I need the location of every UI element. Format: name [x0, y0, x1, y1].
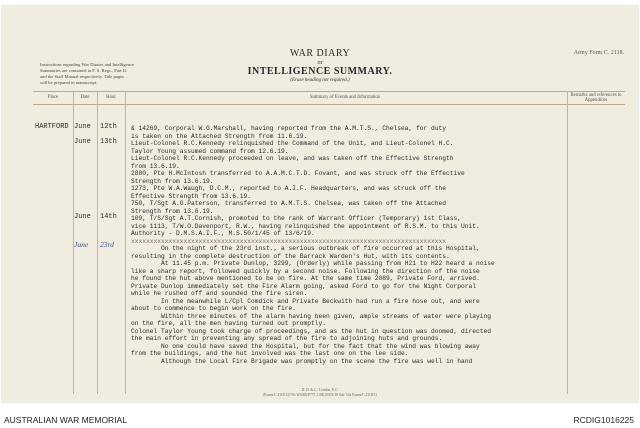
entry-line: while he rushed off and sounded the fire siren. — [131, 290, 308, 297]
entry-hour: 12th — [100, 123, 117, 131]
entry-line: On the night of the 23rd inst., a serious outbreak of fire occurred at this Hospital, — [131, 245, 480, 252]
archive-reference: RCDIG1016225 — [573, 415, 634, 425]
printer-imprint — [0, 388, 640, 397]
column-rule — [125, 91, 126, 394]
entry-line: resulting in the complete destruction of the Barrack Warden's Hut, with its contents. — [131, 252, 450, 260]
entry-line: 109, T/S/Sgt A.T.Cornish, promoted to the rank of Warrant Officer (Temporary) 1st Class, — [131, 215, 462, 222]
entry-line: Lieut-Colonel R.C.Kennedy relinquished the Command of the Unit, and Lieut-Colonel H.C. — [131, 140, 454, 147]
entry-line: Private Dunlop immediately set the Fire Alarm going, asked Ford to go for the Night Corporal — [131, 282, 477, 290]
entry-line: Strength from 13.6.19. — [131, 207, 214, 215]
diary-title: WAR DIARY — [289, 48, 351, 59]
instruction-line: Summaries are contained in F. S. Regs., Part II. — [40, 68, 128, 73]
entry-date: June — [74, 123, 91, 131]
col-remarks: Remarks and references to Appendices — [570, 93, 622, 103]
archive-footer — [0, 410, 640, 428]
entry-line: In the meanwhile L/Cpl Comdick and Private Beckwith had run a fire hose out, and were — [131, 297, 480, 305]
place-value: HARTFORD — [35, 123, 69, 131]
entry-line: 1273, Pte W.A.Waugh, D.C.M., reported to A.I.F. Headquarters, and was struck off the — [131, 185, 447, 192]
entry-line: Effective Strength from 13.6.19. — [131, 192, 252, 200]
entry-date: June — [74, 138, 91, 146]
column-rule — [97, 91, 98, 394]
struck-out-line: xxxxxxxxxxxxxxxxxxxxxxxxxxxxxxxxxxxxxxxxxxxxxxxxxxxxxxxxxxxxxxxxxxxxxxxxxxxxxxxxxxxx — [131, 237, 447, 245]
title-or: or — [317, 60, 323, 66]
entry-hour-handwritten: 23rd — [100, 240, 114, 249]
entry-line: Taylor Young assumed command from 12.6.19. — [131, 147, 289, 155]
entry-line: Within three minutes of the alarm having been given, ample streams of water were playing — [131, 312, 492, 320]
column-header-row — [33, 91, 625, 105]
entry-line: At 11.45 p.m. Private Dunlop, 3299, (Orderly) while passing from H21 to H22 heard a noise — [131, 260, 495, 267]
army-form-code: Army Form C. 2118. — [573, 50, 624, 56]
printer-line: D. D. & L., London, E.C. — [301, 388, 339, 392]
entry-line: like a sharp report, followed quickly by a second noise. Following the direction of the noise — [131, 267, 480, 275]
entry-hour: 13th — [100, 138, 117, 146]
entry-line: on the fire, all the men having turned out promptly. — [131, 320, 327, 327]
erase-note: (Erase heading not required.) — [290, 78, 350, 83]
entry-line: & 14269, Corporal W.G.Marshall, having reported from the A.M.T.S., Chelsea, for duty — [131, 125, 447, 132]
col-summary: Summary of Events and Information — [309, 95, 381, 100]
entry-line: from 13.6.19. — [131, 162, 180, 170]
instruction-line: will be prepared in manuscript. — [40, 80, 98, 85]
col-date: Date — [80, 95, 90, 100]
entry-line: Although the Local Fire Brigade was promptly on the scene the fire was well in hand — [131, 357, 473, 365]
instruction-line: and the Staff Manual respectively. Title pages — [40, 74, 124, 79]
instruction-line: Instructions regarding War Diaries and Intelligence — [40, 62, 135, 67]
entry-line: Colonel Taylor Young took charge of proceedings, and as the hut in question was doomed, directed — [131, 327, 492, 335]
entry-line: from the buildings, and the hut involved was the last one on the lee side. — [131, 350, 409, 357]
entry-line: he found the hut above mentioned to be on fire. At the same time 2089, Private Ford, arrived. — [131, 275, 480, 282]
entry-date: June — [74, 213, 91, 221]
diary-subtitle: INTELLIGENCE SUMMARY. — [247, 66, 393, 77]
entry-line: the main effort in preventing any spread of the fire to adjoining huts and grounds. — [131, 335, 443, 342]
entry-line: 2880, Pte H.McIntosh transferred to A.A.M.C.T.D. Fovant, and was struck off the Effective — [131, 170, 465, 177]
entry-line: Strength from 13.6.19. — [131, 177, 214, 185]
entry-line: No one could have saved the Hospital, but for the fact that the wind was blowing away — [131, 342, 480, 350]
entry-line: about to commence to begin work on the fire. — [131, 305, 297, 312]
printer-line: (Forms/C.2118/12) Wt.W6306/P775 1,000,000 8/18 Sch. 52a Forms/C.2118/12 — [262, 392, 378, 397]
entry-line: Lieut-Colonel R.C.Kennedy proceeded on leave, and was taken off the Effective Strength — [131, 155, 454, 162]
instructions-block — [40, 62, 220, 86]
col-hour: Hour — [106, 95, 116, 100]
col-place: Place — [47, 95, 59, 100]
entry-line: is taken on the Attached Strength from 11.6.19. — [131, 132, 308, 140]
entry-hour: 14th — [100, 213, 117, 221]
entry-line: vice 1113, T/W.O.Davenport, R.W., having relinquished the appointment of R.S.M. to this Unit. — [131, 222, 480, 230]
summary-entries — [131, 125, 571, 365]
archive-name: AUSTRALIAN WAR MEMORIAL — [4, 415, 127, 425]
entry-line: 750, T/Sgt A.G.Paterson, transferred to A.M.T.S. Chelsea, was taken off the Attached — [131, 200, 447, 207]
entry-line: Authority - D.M.S.A.I.F., M.S.50/1/45 of 13/6/19. — [131, 230, 315, 237]
entry-date-handwritten: June — [74, 240, 89, 249]
